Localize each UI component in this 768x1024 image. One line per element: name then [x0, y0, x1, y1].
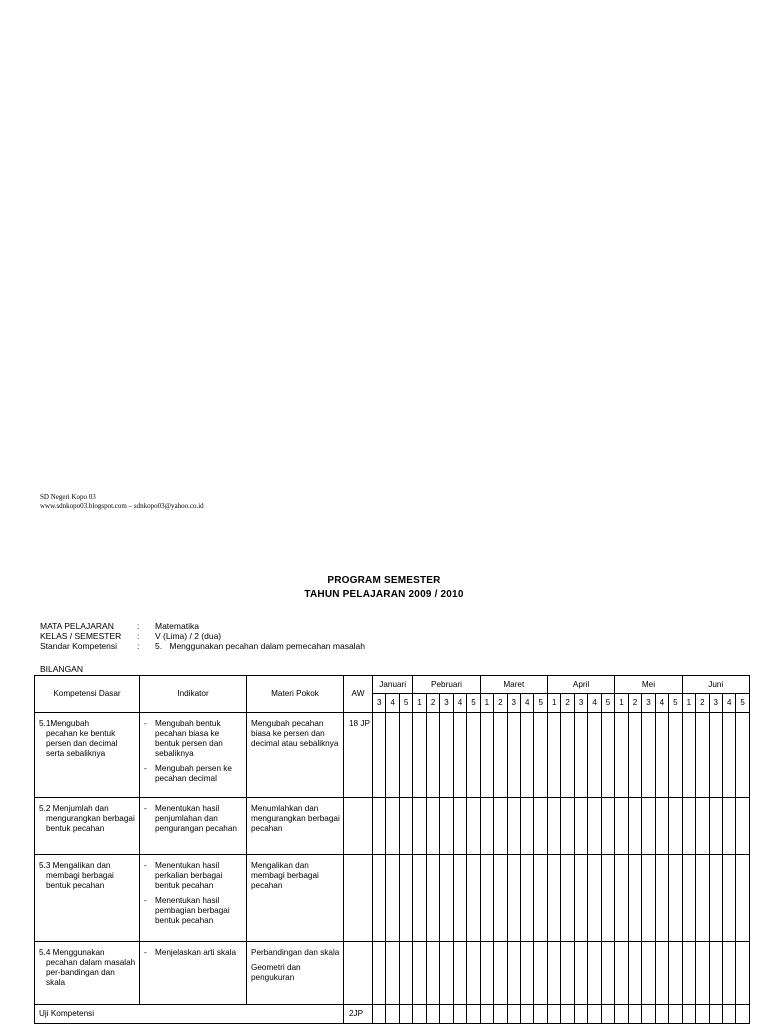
week-cell — [386, 855, 399, 942]
week-header: 3 — [709, 694, 722, 713]
week-cell — [507, 1005, 520, 1024]
week-cell — [709, 942, 722, 1005]
week-cell — [453, 942, 466, 1005]
week-cell — [467, 855, 480, 942]
week-cell — [521, 855, 534, 942]
week-cell — [547, 713, 560, 798]
week-header: 1 — [413, 694, 426, 713]
week-cell — [507, 798, 520, 855]
week-cell — [534, 798, 548, 855]
week-header: 5 — [399, 694, 412, 713]
kompetensi-dasar-cell — [35, 798, 140, 855]
week-header: 4 — [386, 694, 399, 713]
week-cell — [669, 798, 683, 855]
week-cell — [561, 713, 574, 798]
kd-text: pecahan ke bentuk persen dan decimal serta sebaliknya — [46, 729, 118, 758]
week-cell — [561, 798, 574, 855]
sk-number: 5. — [155, 641, 163, 651]
meta-value — [155, 641, 365, 651]
indikator-cell — [140, 798, 247, 855]
indikator-item: - Menentukan hasil perkalian berbagai bentuk pecahan — [144, 861, 223, 890]
week-cell — [453, 798, 466, 855]
week-header: 4 — [521, 694, 534, 713]
week-cell — [601, 1005, 615, 1024]
week-cell — [601, 713, 615, 798]
week-cell — [507, 942, 520, 1005]
week-cell — [709, 713, 722, 798]
week-cell — [440, 798, 453, 855]
week-cell — [615, 1005, 628, 1024]
indikator-cell — [140, 713, 247, 798]
week-header: 1 — [547, 694, 560, 713]
week-cell — [588, 942, 601, 1005]
week-cell — [655, 798, 668, 855]
week-cell — [669, 713, 683, 798]
week-cell — [507, 855, 520, 942]
week-cell — [426, 942, 439, 1005]
week-cell — [722, 798, 735, 855]
week-cell — [628, 1005, 641, 1024]
week-header: 1 — [682, 694, 695, 713]
week-cell — [413, 798, 426, 855]
week-header: 5 — [669, 694, 683, 713]
materi-pokok-cell — [247, 713, 344, 798]
week-cell — [722, 942, 735, 1005]
week-header: 1 — [615, 694, 628, 713]
week-cell — [642, 1005, 655, 1024]
week-header: 4 — [588, 694, 601, 713]
week-cell — [615, 713, 628, 798]
week-cell — [709, 798, 722, 855]
week-cell — [399, 798, 412, 855]
meta-row-standar-kompetensi — [40, 641, 365, 651]
week-cell — [399, 942, 412, 1005]
header-aw: AW — [344, 676, 373, 713]
school-name: SD Negeri Kopo 03 — [40, 493, 96, 501]
week-cell — [655, 855, 668, 942]
kompetensi-dasar-cell — [35, 942, 140, 1005]
kd-text: mengurangkan berbagai bentuk pecahan — [46, 814, 135, 833]
week-cell — [467, 1005, 480, 1024]
week-cell — [696, 713, 709, 798]
uji-kompetensi-row — [35, 1005, 750, 1024]
week-cell — [669, 1005, 683, 1024]
kompetensi-dasar-cell — [35, 855, 140, 942]
week-cell — [480, 855, 493, 942]
week-cell — [628, 798, 641, 855]
week-cell — [386, 798, 399, 855]
month-header: Juni — [682, 676, 749, 694]
week-header: 3 — [642, 694, 655, 713]
week-header: 2 — [561, 694, 574, 713]
materi-item: Mengubah pecahan biasa ke persen dan decimal atau sebaliknya — [251, 719, 339, 748]
aw-cell: 2JP — [344, 1005, 373, 1024]
indikator-item: - Menentukan hasil penjumlahan dan pengurangan pecahan — [144, 804, 237, 833]
week-cell — [426, 855, 439, 942]
week-cell — [561, 942, 574, 1005]
indikator-item: - Mengubah persen ke pecahan decimal — [144, 764, 232, 783]
school-header — [40, 493, 204, 511]
week-cell — [574, 1005, 587, 1024]
week-cell — [373, 798, 386, 855]
week-cell — [467, 798, 480, 855]
aw-cell — [344, 798, 373, 855]
week-cell — [736, 855, 749, 942]
document-subtitle: TAHUN PELAJARAN 2009 / 2010 — [304, 589, 464, 600]
kompetensi-dasar-cell — [35, 713, 140, 798]
week-cell — [682, 798, 695, 855]
week-cell — [534, 713, 548, 798]
week-cell — [413, 942, 426, 1005]
indikator-item: - Menentukan hasil pembagian berbagai bentuk pecahan — [144, 896, 230, 925]
week-cell — [440, 713, 453, 798]
week-cell — [628, 855, 641, 942]
kd-title: 5.4 Menggunakan — [39, 948, 105, 957]
week-cell — [628, 713, 641, 798]
week-cell — [736, 942, 749, 1005]
week-header: 3 — [507, 694, 520, 713]
week-cell — [521, 942, 534, 1005]
week-cell — [547, 942, 560, 1005]
week-cell — [547, 1005, 560, 1024]
materi-item: Perbandingan dan skala — [251, 948, 340, 957]
week-cell — [494, 713, 507, 798]
week-cell — [642, 942, 655, 1005]
week-cell — [615, 942, 628, 1005]
week-cell — [588, 713, 601, 798]
week-header: 4 — [722, 694, 735, 713]
week-cell — [373, 1005, 386, 1024]
week-cell — [669, 942, 683, 1005]
week-header: 2 — [696, 694, 709, 713]
indikator-item: - Menjelaskan arti skala — [144, 948, 237, 957]
week-cell — [453, 713, 466, 798]
week-header: 3 — [373, 694, 386, 713]
month-header: April — [547, 676, 614, 694]
week-cell — [399, 855, 412, 942]
header-kompetensi-dasar: Kompetensi Dasar — [35, 676, 140, 713]
week-cell — [655, 942, 668, 1005]
week-cell — [574, 713, 587, 798]
week-cell — [426, 798, 439, 855]
meta-row-mata-pelajaran — [40, 621, 365, 631]
week-cell — [615, 798, 628, 855]
table-row — [35, 942, 750, 1005]
indikator-cell — [140, 855, 247, 942]
week-cell — [440, 855, 453, 942]
header-materi-pokok: Materi Pokok — [247, 676, 344, 713]
meta-value: V (Lima) / 2 (dua) — [155, 631, 222, 641]
week-cell — [574, 798, 587, 855]
table-row — [35, 798, 750, 855]
week-header: 3 — [440, 694, 453, 713]
week-cell — [521, 713, 534, 798]
week-cell — [574, 855, 587, 942]
meta-label: MATA PELAJARAN — [40, 621, 114, 631]
week-cell — [736, 798, 749, 855]
week-header: 4 — [655, 694, 668, 713]
week-cell — [561, 1005, 574, 1024]
month-header: Mei — [615, 676, 682, 694]
document-title: PROGRAM SEMESTER — [327, 575, 441, 586]
week-cell — [722, 855, 735, 942]
week-cell — [494, 1005, 507, 1024]
week-cell — [601, 798, 615, 855]
week-header: 2 — [628, 694, 641, 713]
week-cell — [521, 798, 534, 855]
meta-label: Standar Kompetensi — [40, 641, 118, 651]
week-header: 2 — [494, 694, 507, 713]
kd-text: pecahan dalam masalah per-bandingan dan skala — [46, 958, 136, 987]
week-cell — [534, 942, 548, 1005]
materi-pokok-cell — [247, 942, 344, 1005]
meta-separator: : — [137, 631, 140, 641]
program-semester-table — [34, 675, 750, 1024]
week-header: 5 — [601, 694, 615, 713]
materi-item: Mengalikan dan membagi berbagai pecahan — [251, 861, 319, 890]
week-header: 3 — [574, 694, 587, 713]
sk-text: Menggunakan pecahan dalam pemecahan masalah — [169, 641, 366, 651]
week-cell — [601, 855, 615, 942]
week-cell — [413, 713, 426, 798]
materi-pokok-cell — [247, 855, 344, 942]
indikator-item: - Mengubah bentuk pecahan biasa ke bentuk persen dan sebaliknya — [144, 719, 223, 758]
aw-cell — [344, 942, 373, 1005]
week-cell — [682, 1005, 695, 1024]
week-cell — [373, 942, 386, 1005]
table-row — [35, 713, 750, 798]
week-cell — [467, 942, 480, 1005]
week-cell — [399, 1005, 412, 1024]
week-cell — [426, 1005, 439, 1024]
week-cell — [480, 798, 493, 855]
week-cell — [696, 942, 709, 1005]
week-cell — [736, 1005, 749, 1024]
week-cell — [561, 855, 574, 942]
meta-label: KELAS / SEMESTER — [40, 631, 122, 641]
week-cell — [413, 1005, 426, 1024]
school-contact: www.sdnkopo03.blogspot.com – sdnkopo03@yahoo.co.id — [40, 502, 204, 510]
week-cell — [534, 855, 548, 942]
materi-item: Menumlahkan dan mengurangkan berbagai pecahan — [251, 804, 340, 833]
week-cell — [642, 713, 655, 798]
week-cell — [615, 855, 628, 942]
week-cell — [709, 1005, 722, 1024]
kd-title: 5.3 Mengalikan dan — [39, 861, 111, 870]
week-cell — [574, 942, 587, 1005]
week-cell — [373, 713, 386, 798]
week-cell — [480, 713, 493, 798]
month-header: Maret — [480, 676, 547, 694]
week-cell — [655, 1005, 668, 1024]
materi-pokok-cell — [247, 798, 344, 855]
week-cell — [521, 1005, 534, 1024]
week-header: 5 — [534, 694, 548, 713]
week-cell — [494, 855, 507, 942]
week-cell — [682, 713, 695, 798]
week-cell — [453, 855, 466, 942]
section-label: BILANGAN — [40, 664, 83, 674]
week-cell — [467, 713, 480, 798]
week-cell — [722, 1005, 735, 1024]
month-header: Pebruari — [413, 676, 480, 694]
week-cell — [682, 942, 695, 1005]
week-header: 5 — [467, 694, 480, 713]
week-cell — [696, 855, 709, 942]
aw-cell — [344, 855, 373, 942]
week-cell — [588, 1005, 601, 1024]
week-cell — [547, 855, 560, 942]
week-cell — [494, 942, 507, 1005]
week-cell — [440, 942, 453, 1005]
month-header: Januari — [373, 676, 413, 694]
week-cell — [655, 713, 668, 798]
week-cell — [601, 942, 615, 1005]
week-cell — [534, 1005, 548, 1024]
indikator-cell — [140, 942, 247, 1005]
document-meta — [40, 621, 365, 651]
week-cell — [386, 713, 399, 798]
week-header: 5 — [736, 694, 749, 713]
week-cell — [736, 713, 749, 798]
uji-kompetensi-label: Uji Kompetensi — [35, 1005, 344, 1024]
week-cell — [588, 855, 601, 942]
week-cell — [669, 855, 683, 942]
table-row — [35, 855, 750, 942]
week-cell — [547, 798, 560, 855]
week-cell — [507, 713, 520, 798]
week-cell — [682, 855, 695, 942]
week-cell — [386, 942, 399, 1005]
materi-item: Geometri dan pengukuran — [251, 963, 301, 982]
meta-row-kelas — [40, 631, 365, 641]
kd-text: membagi berbagai bentuk pecahan — [46, 871, 114, 890]
week-cell — [373, 855, 386, 942]
header-indikator: Indikator — [140, 676, 247, 713]
week-cell — [480, 1005, 493, 1024]
week-cell — [696, 1005, 709, 1024]
week-cell — [696, 798, 709, 855]
week-cell — [386, 1005, 399, 1024]
week-cell — [642, 855, 655, 942]
week-cell — [494, 798, 507, 855]
week-cell — [642, 798, 655, 855]
week-cell — [426, 713, 439, 798]
meta-value: Matematika — [155, 621, 199, 631]
kd-title: 5.2 Menjumlah dan — [39, 804, 109, 813]
week-cell — [709, 855, 722, 942]
week-header: 2 — [426, 694, 439, 713]
meta-separator: : — [137, 621, 140, 631]
week-cell — [440, 1005, 453, 1024]
meta-separator: : — [137, 641, 140, 651]
week-header: 4 — [453, 694, 466, 713]
week-cell — [453, 1005, 466, 1024]
week-cell — [722, 713, 735, 798]
week-cell — [480, 942, 493, 1005]
week-cell — [628, 942, 641, 1005]
kd-title: 5.1Mengubah — [39, 719, 90, 728]
week-header: 1 — [480, 694, 493, 713]
week-cell — [413, 855, 426, 942]
week-cell — [399, 713, 412, 798]
week-cell — [588, 798, 601, 855]
aw-cell: 18 JP — [344, 713, 373, 798]
